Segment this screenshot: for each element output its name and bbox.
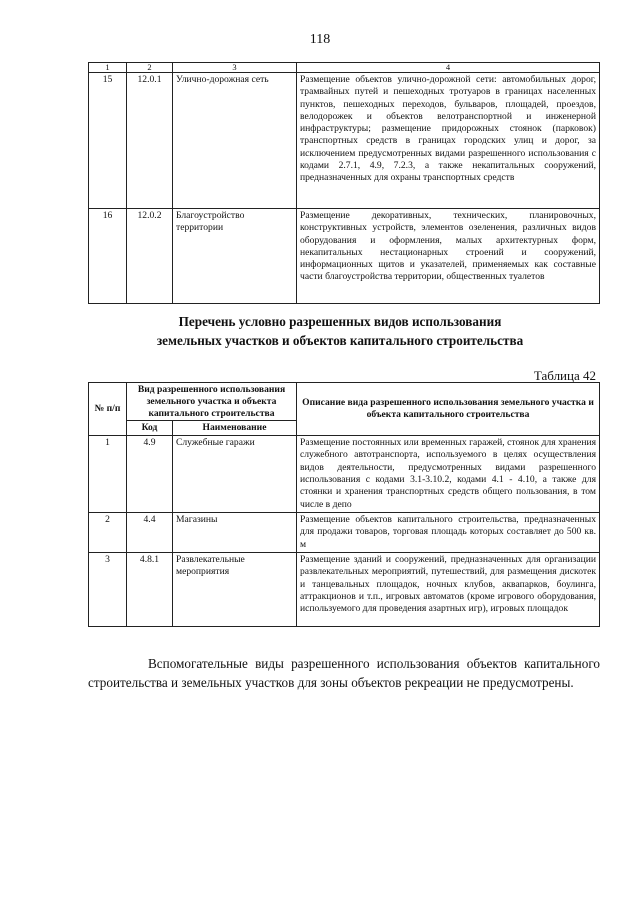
section-heading <box>80 312 600 350</box>
row-code: 4.8.1 <box>127 552 173 626</box>
conditional-use-table <box>88 382 600 627</box>
row-code: 4.9 <box>127 436 173 513</box>
row-description: Размещение объектов улично-дорожной сети: автомобильных дорог, трамвайных путей и пешеходных тротуаров в границах населенных пунктов, пешеходных переходов, бульваров, площадей, проездов, велодорожек и объектов велотранспортной и инженерной инфраструктуры; размещение придорожных стоянок (парковок) транспортных средств в границах городских улиц и дорог, за исключением предусмотренных видами разрешенного использования с кодами 2.7.1, 4.9, 7.2.3, а также некапитальных сооружений, предназначенных для охраны транспортных средств <box>297 73 600 209</box>
land-use-table-continued <box>88 62 600 304</box>
row-description: Размещение постоянных или временных гаражей, стоянок для хранения служебного автотранспорта, используемого в целях осуществления видов деятельности, предусмотренных видами разрешенного использования с кодами 3.1-3.10.2, кодами 4.1 - 4.10, а также для стоянки и хранения транспортных средств общего пользования, в том числе в депо <box>297 436 600 513</box>
header-use-type-group: Вид разрешенного использования земельного участка и объекта капитального строительства <box>127 383 297 421</box>
header-name: Наименование <box>173 421 297 436</box>
row-description: Размещение зданий и сооружений, предназначенных для организации развлекательных мероприятий, путешествий, для размещения дискотек и танцевальных площадок, ночных клубов, аквапарков, боулинга, аттракционов и т.п., игровых автоматов (кроме игрового оборудования, используемого для проведения азартных игр), игровых площадок <box>297 552 600 626</box>
page-number: 118 <box>309 32 331 47</box>
table-header-row <box>89 383 600 421</box>
column-number-4: 4 <box>297 63 600 73</box>
header-description: Описание вида разрешенного использования земельного участка и объекта капитального строительства <box>297 383 600 436</box>
table-row <box>89 209 600 304</box>
table-row <box>89 436 600 513</box>
heading-line-1: Перечень условно разрешенных видов использования <box>178 314 502 329</box>
table-caption: Таблица 42 <box>533 368 596 383</box>
header-code: Код <box>127 421 173 436</box>
row-number: 3 <box>89 552 127 626</box>
row-name: Улично-дорожная сеть <box>173 73 297 209</box>
column-number-2: 2 <box>127 63 173 73</box>
row-name: Служебные гаражи <box>173 436 297 513</box>
table-header-row <box>89 63 600 73</box>
column-number-1: 1 <box>89 63 127 73</box>
row-code: 12.0.1 <box>127 73 173 209</box>
row-code: 12.0.2 <box>127 209 173 304</box>
table-row <box>89 73 600 209</box>
row-description: Размещение объектов капитального строительства, предназначенных для продажи товаров, торговая площадь которых составляет до 500 кв. м <box>297 512 600 552</box>
row-number: 15 <box>89 73 127 209</box>
table-row <box>89 552 600 626</box>
row-name: Развлекательные мероприятия <box>173 552 297 626</box>
row-number: 16 <box>89 209 127 304</box>
heading-line-2: земельных участков и объектов капитального строительства <box>156 333 524 348</box>
header-number: № п/п <box>89 383 127 436</box>
row-number: 1 <box>89 436 127 513</box>
row-name: Благоустройство территории <box>173 209 297 304</box>
column-number-3: 3 <box>173 63 297 73</box>
table-row <box>89 512 600 552</box>
row-number: 2 <box>89 512 127 552</box>
auxiliary-uses-note: Вспомогательные виды разрешенного использования объектов капитального строительства и земельных участков для зоны объектов рекреации не предусмотрены. <box>88 656 600 690</box>
row-name: Магазины <box>173 512 297 552</box>
row-description: Размещение декоративных, технических, планировочных, конструктивных устройств, элементов озеленения, различных видов оборудования и оформления, малых архитектурных форм, некапитальных нестационарных строений и сооружений, информационных щитов и указателей, применяемых как составные части благоустройства территории, общественных туалетов <box>297 209 600 304</box>
row-code: 4.4 <box>127 512 173 552</box>
